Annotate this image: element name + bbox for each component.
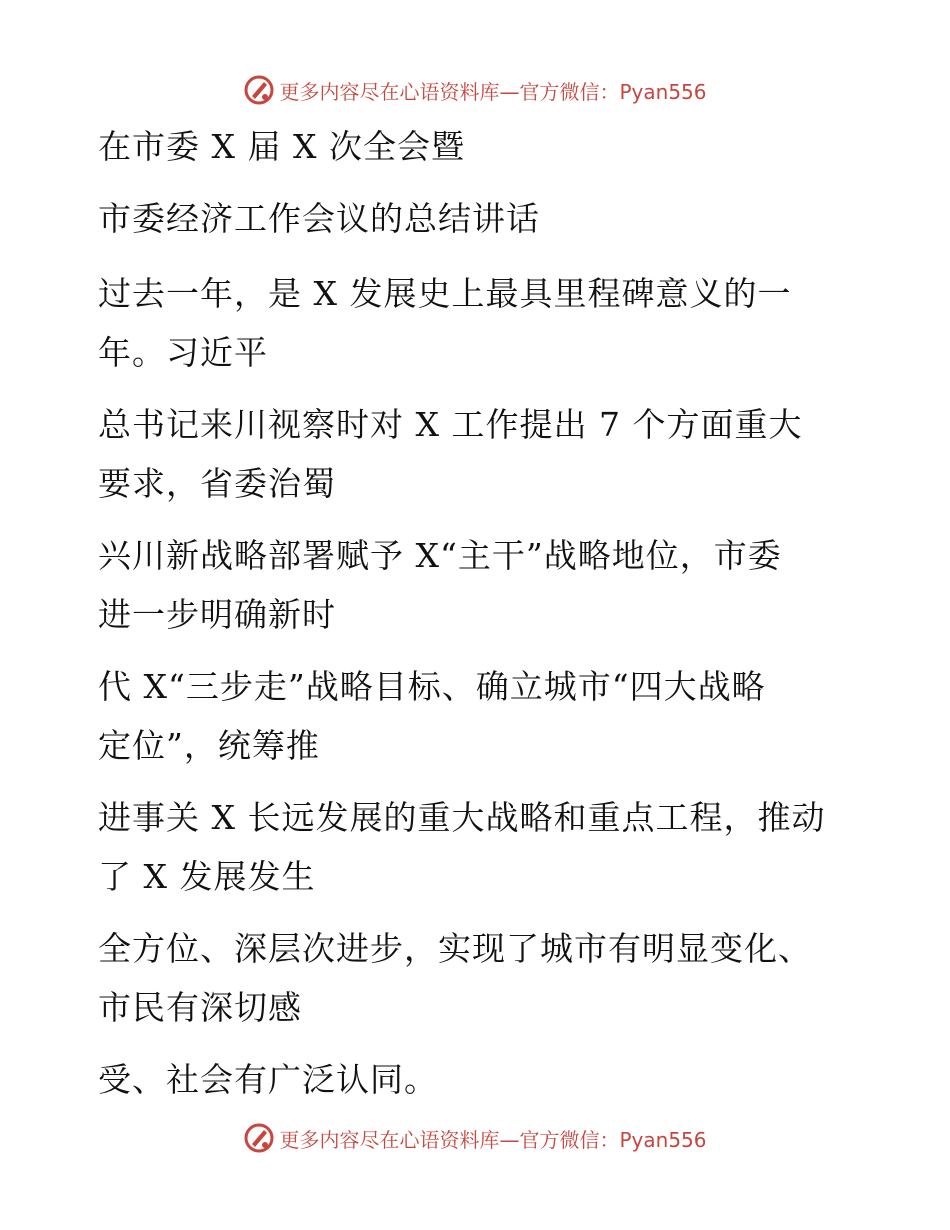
watermark-text: 更多内容尽在心语资料库—官方微信： — [279, 79, 620, 104]
text-line: 全方位、深层次进步，实现了城市有明显变化、 — [98, 929, 812, 968]
text-line: 市民有深切感 — [98, 988, 302, 1027]
text-line: 要求，省委治蜀 — [98, 464, 336, 503]
text-line: 过去一年，是 X 发展史上最具里程碑意义的一 — [98, 274, 792, 313]
text-line: 进一步明确新时 — [98, 595, 336, 634]
text-line: 进事关 X 长远发展的重大战略和重点工程，推动 — [98, 798, 826, 837]
text-line: 受、社会有广泛认同。 — [98, 1060, 438, 1099]
text-line: 了 X 发展发生 — [98, 857, 316, 896]
text-line: 在市委 X 届 X 次全会暨 — [98, 127, 465, 166]
watermark-id: Pyan556 — [619, 79, 707, 104]
watermark-text: 更多内容尽在心语资料库—官方微信： — [279, 1127, 620, 1152]
text-line: 年。习近平 — [98, 333, 268, 372]
text-line: 兴川新战略部署赋予 X“主干”战略地位，市委 — [98, 536, 782, 575]
watermark-id: Pyan556 — [619, 1127, 707, 1152]
watermark-banner-bottom — [0, 1118, 950, 1158]
text-line: 总书记来川视察时对 X 工作提出 7 个方面重大 — [98, 405, 803, 444]
text-line: 代 X“三步走”战略目标、确立城市“四大战略 — [98, 667, 766, 706]
text-line: 市委经济工作会议的总结讲话 — [98, 199, 540, 238]
logo-icon — [243, 1122, 275, 1154]
text-line: 定位”，统筹推 — [98, 726, 320, 765]
